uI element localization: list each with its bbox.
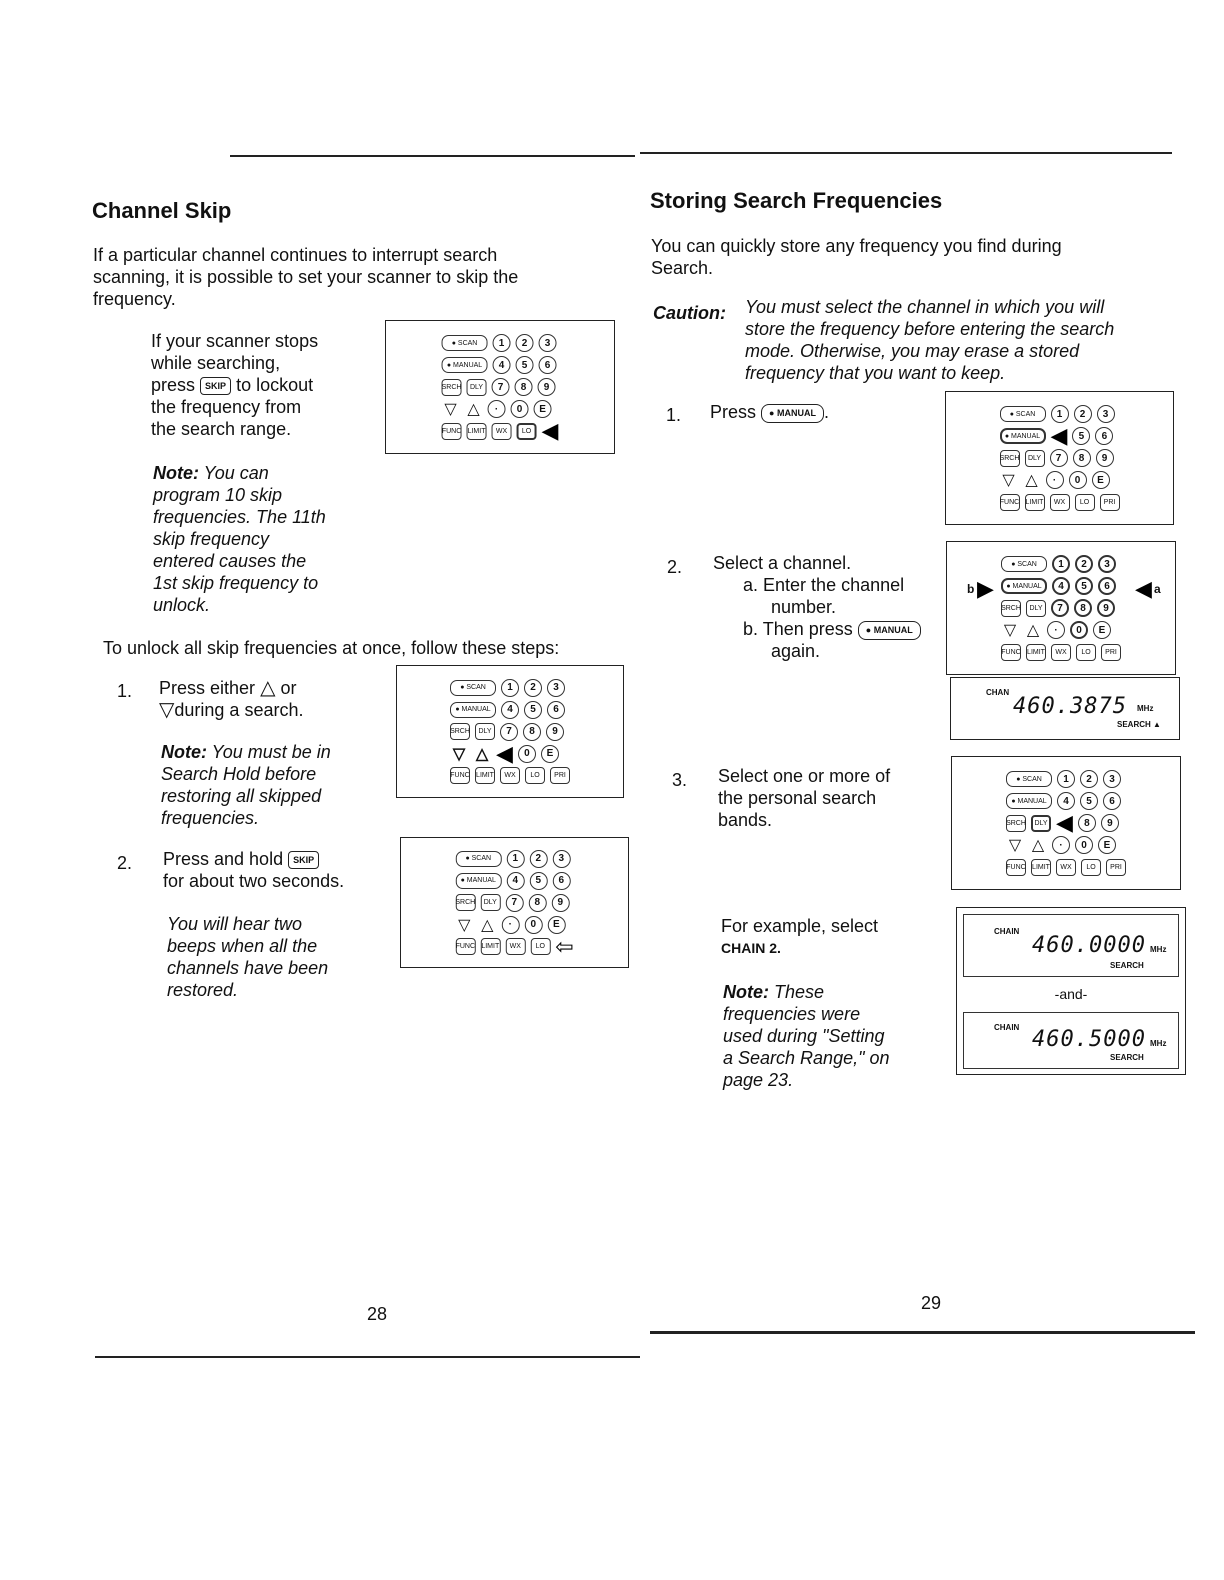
- down-triangle-icon: ▽: [159, 699, 175, 721]
- caution-text: You must select the channel in which you will store the frequency before entering the search mode. Otherwise, you may erase a stored frequency that you want to keep.: [745, 297, 1115, 383]
- unlock-step2-note: You will hear two beeps when all the channels have been restored.: [167, 914, 329, 1000]
- store-note: Note: These frequencies were used during "Setting a Search Range," on page 23.: [723, 982, 890, 1090]
- manual-key-icon: ● MANUAL: [858, 621, 921, 640]
- skip-key-icon: SKIP: [288, 851, 319, 869]
- caution-label: Caution:: [653, 303, 726, 323]
- store-step1-num: 1.: [666, 405, 682, 425]
- store-step2-num: 2.: [667, 557, 683, 577]
- label-a: a: [1154, 582, 1161, 596]
- bottom-rule-left: [95, 1356, 640, 1358]
- lcd-display-3: CHAIN 460.5000 MHz SEARCH: [963, 1012, 1179, 1069]
- keypad-figure-step1: ● SCAN 1 2 3 ● MANUAL 4 5 6 SRCH DLY 7 8 9 ▽ △ ◀ 0 E FUNC LIMIT WX LO PRI: [396, 665, 624, 798]
- unlock-step2-num: 2.: [117, 853, 133, 873]
- unlock-step1-num: 1.: [117, 681, 133, 701]
- unlock-step1-text: Press either △ or ▽during a search.: [159, 677, 304, 721]
- top-rule-left: [230, 155, 635, 157]
- keypad-figure-step2: ● SCAN 1 2 3 ● MANUAL 4 5 6 SRCH DLY 7 8 9 ▽ △ · 0 E FUNC LIMIT WX LO ⇦: [400, 837, 629, 968]
- unlock-step1-note: Note: You must be in Search Hold before restoring all skipped frequencies.: [161, 742, 331, 828]
- arrow-left-icon: ◀: [1050, 423, 1068, 448]
- arrow-left-icon: ◀: [496, 740, 513, 766]
- store-step3-text: Select one or more of the personal search bands.: [718, 766, 891, 830]
- arrow-left-icon: ◀: [1056, 810, 1073, 835]
- up-triangle-icon: △: [260, 677, 276, 699]
- keypad-figure-store3: ● SCAN 1 2 3 ● MANUAL 4 5 6 SRCH DLY ◀ 8 9 ▽ △ · 0 E FUNC LIMIT WX LO PRI: [951, 756, 1181, 890]
- and-text: -and-: [1054, 986, 1088, 1002]
- right-page-title: Storing Search Frequencies: [650, 188, 943, 213]
- arrow-right-icon: ▶: [977, 576, 994, 601]
- store-step2-text: Select a channel. a. Enter the channel number. b. Then press ● MANUAL again.: [713, 552, 943, 662]
- top-rule-right: [640, 152, 1172, 154]
- left-page-number: 28: [367, 1304, 388, 1324]
- label-b: b: [967, 582, 975, 596]
- left-intro: If a particular channel continues to interrupt search scanning, it is possible to set your scanner to skip the frequency.: [93, 245, 519, 309]
- bottom-rule-right: [650, 1331, 1195, 1334]
- arrow-left-icon: ⇦: [555, 933, 574, 959]
- unlock-intro: To unlock all skip frequencies at once, follow these steps:: [103, 638, 560, 658]
- keypad-figure-store2: ● SCAN 1 2 3 ● MANUAL 4 5 6 SRCH DLY 7 8 9 ▽ △ · 0 E FUNC LIMIT WX LO PRI b ▶ ◀ a: [946, 541, 1176, 675]
- skip-step-text: If your scanner stops while searching, press SKIP to lockout the frequency from the search range.: [151, 331, 319, 439]
- example-text: For example, select CHAIN 2.: [721, 916, 879, 956]
- skip-note: Note: You can program 10 skip frequencies. The 11th skip frequency entered causes the 1st skip frequency to unlock.: [153, 463, 326, 615]
- right-intro: You can quickly store any frequency you find during Search.: [651, 236, 1062, 278]
- keypad-illustration: ● SCAN 1 2 3 ● MANUAL 4 5 6 SRCH DLY 7 8 9 ▽ △ · 0 E FUNC LIMIT WX LO ◀: [442, 332, 559, 442]
- lcd-panel-examples: [956, 907, 1186, 1075]
- keypad-figure-skip: [385, 320, 615, 454]
- left-page-title: Channel Skip: [92, 198, 232, 223]
- keypad-figure-store1: ● SCAN 1 2 3 ● MANUAL ◀ 5 6 SRCH DLY 7 8 9 ▽ △ · 0 E FUNC LIMIT WX LO PRI: [945, 391, 1174, 525]
- right-page-number: 29: [921, 1293, 942, 1313]
- manual-key-icon: ● MANUAL: [761, 404, 824, 423]
- arrow-left-icon: ◀: [1135, 576, 1152, 601]
- unlock-step2-text: Press and hold SKIP for about two seconds.: [163, 849, 345, 891]
- lcd-display-2: CHAIN 460.0000 MHz SEARCH: [963, 914, 1179, 977]
- arrow-left-icon: ◀: [541, 418, 559, 443]
- store-step3-num: 3.: [672, 770, 688, 790]
- skip-key-icon: SKIP: [200, 377, 231, 395]
- lcd-display-1: CHAN 460.3875 MHz SEARCH ▲: [950, 677, 1180, 740]
- store-step1-text: Press ● MANUAL .: [710, 402, 829, 422]
